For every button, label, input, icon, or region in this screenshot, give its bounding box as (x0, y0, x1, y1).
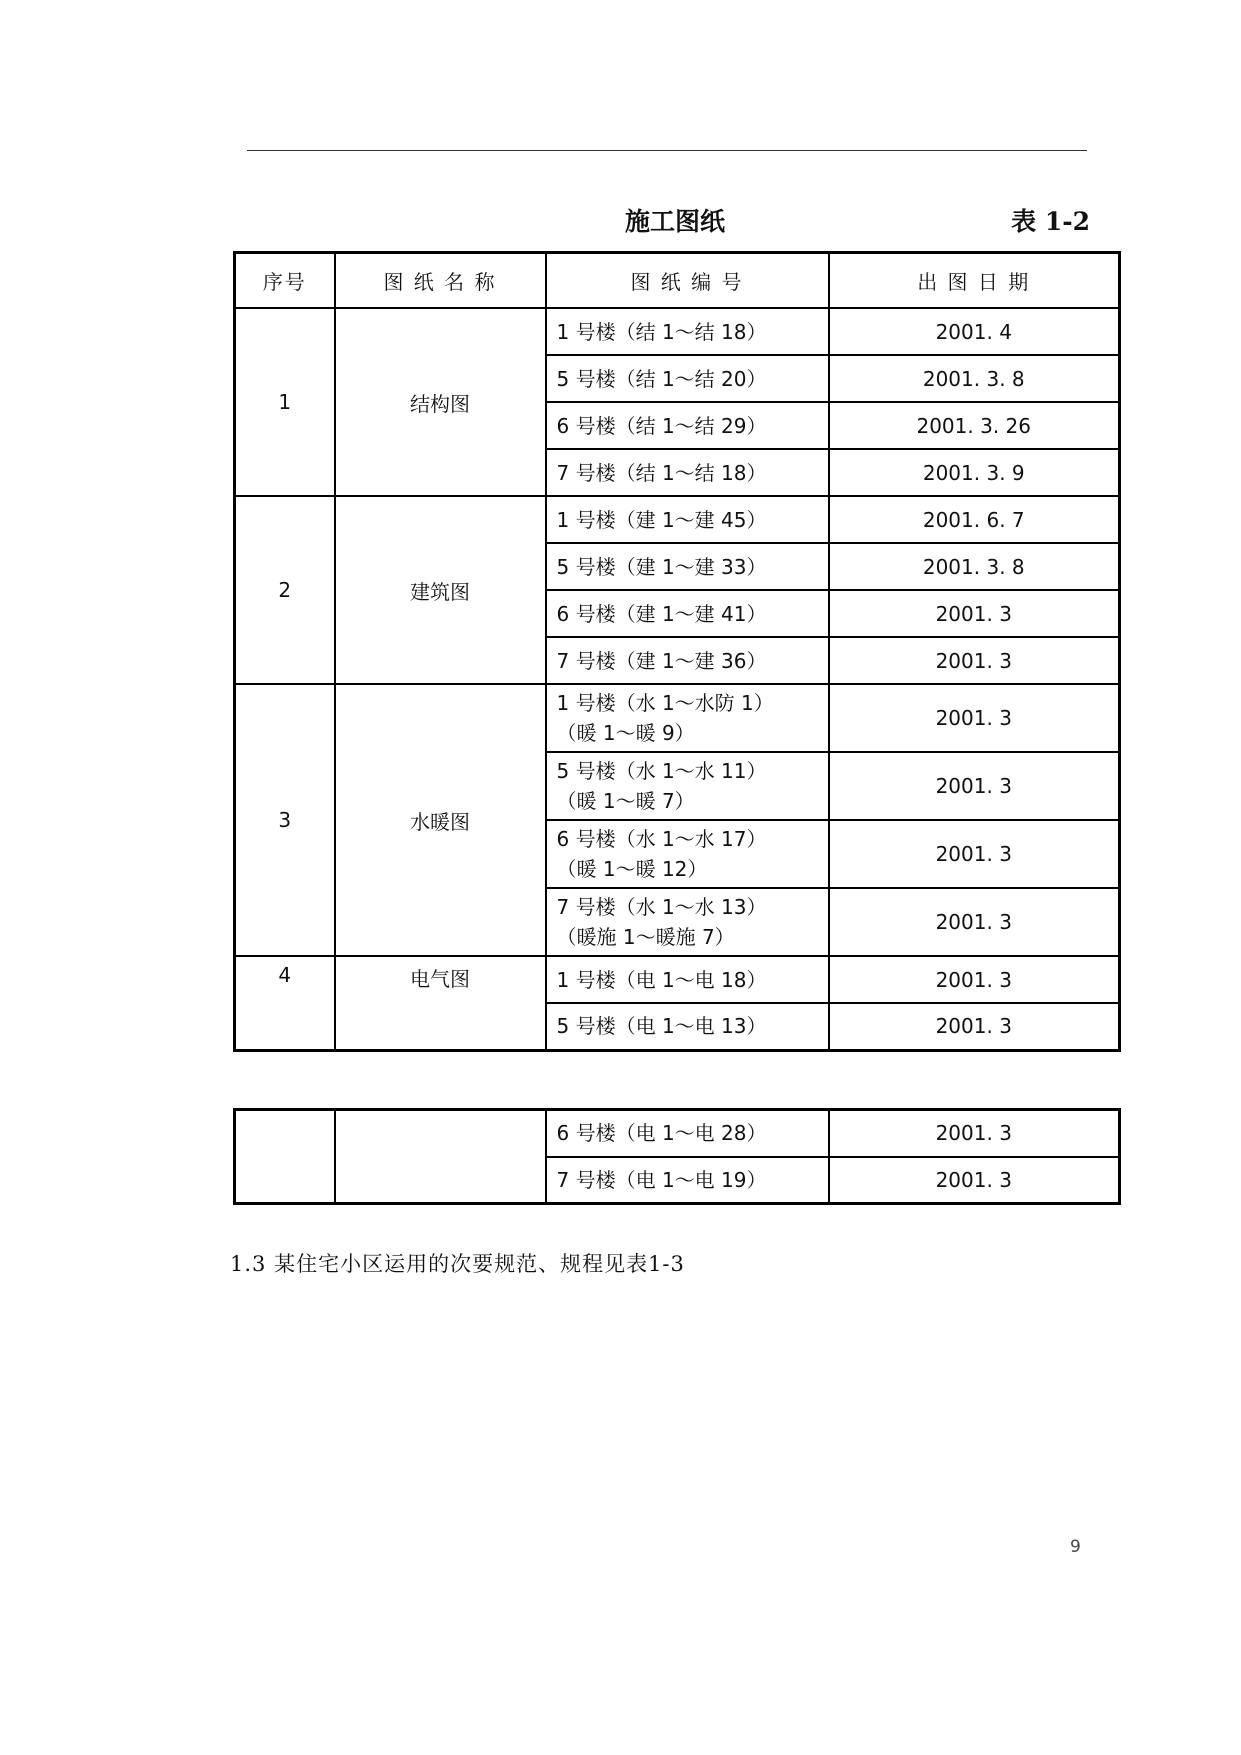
drawing-code-cell: 1 号楼（结 1～结 18） (546, 308, 829, 355)
drawing-date-cell: 2001. 3 (829, 684, 1120, 752)
drawing-code-cell (546, 684, 829, 752)
group-name-cell: 电气图 (335, 956, 546, 1050)
table-header-row (235, 253, 1120, 309)
drawing-code-cell: 6 号楼（电 1～电 28） (546, 1110, 829, 1157)
drawing-date-cell: 2001. 3. 9 (829, 449, 1120, 496)
group-number-cell (235, 1110, 335, 1204)
drawing-code-cell: 5 号楼（结 1～结 20） (546, 355, 829, 402)
header-cell-name: 图 纸 名 称 (335, 253, 546, 309)
drawing-code-cell: 5 号楼（建 1～建 33） (546, 543, 829, 590)
drawing-date-cell: 2001. 3 (829, 820, 1120, 888)
drawing-code-cell: 7 号楼（电 1～电 19） (546, 1157, 829, 1204)
drawing-date-cell: 2001. 4 (829, 308, 1120, 355)
drawing-code-cell: 6 号楼（结 1～结 29） (546, 402, 829, 449)
drawing-date-cell: 2001. 3 (829, 1110, 1120, 1157)
group-number-cell: 1 (235, 308, 335, 496)
drawing-code-cell (546, 820, 829, 888)
table-row (235, 1110, 1120, 1157)
header-cell-no: 序号 (235, 253, 335, 309)
group-number-cell: 3 (235, 684, 335, 956)
drawing-code-line: （暖 1～暖 7） (556, 789, 695, 813)
drawing-code-cell: 5 号楼（电 1～电 13） (546, 1003, 829, 1050)
drawing-code-cell (546, 752, 829, 820)
group-name-cell: 结构图 (335, 308, 546, 496)
drawing-date-cell: 2001. 3. 26 (829, 402, 1120, 449)
header-rule (247, 150, 1087, 151)
drawing-code-line: 5 号楼（水 1～水 11） (556, 759, 767, 783)
drawing-code-line: 6 号楼（水 1～水 17） (556, 827, 767, 851)
group-name-cell (335, 1110, 546, 1204)
drawing-date-cell: 2001. 3 (829, 956, 1120, 1003)
drawing-date-cell: 2001. 3 (829, 590, 1120, 637)
table-row (235, 956, 1120, 1003)
table-row (235, 496, 1120, 543)
drawing-date-cell: 2001. 3 (829, 888, 1120, 956)
group-number-cell: 2 (235, 496, 335, 684)
drawing-date-cell: 2001. 6. 7 (829, 496, 1120, 543)
drawing-code-line: 1 号楼（水 1～水防 1） (556, 691, 774, 715)
drawing-code-line: （暖施 1～暖施 7） (556, 925, 735, 949)
drawing-code-cell: 6 号楼（建 1～建 41） (546, 590, 829, 637)
drawing-date-cell: 2001. 3 (829, 752, 1120, 820)
drawing-code-cell (546, 888, 829, 956)
table-row (235, 684, 1120, 752)
drawing-code-cell: 7 号楼（建 1～建 36） (546, 637, 829, 684)
table-caption-number: 表 1-2 (1011, 207, 1090, 236)
drawings-table-continued (233, 1108, 1121, 1205)
drawings-table (233, 251, 1121, 1052)
page-number: 9 (1070, 1537, 1081, 1557)
drawing-date-cell: 2001. 3 (829, 1157, 1120, 1204)
drawing-code-cell: 1 号楼（电 1～电 18） (546, 956, 829, 1003)
table-row (235, 308, 1120, 355)
drawing-code-cell: 7 号楼（结 1～结 18） (546, 449, 829, 496)
body-paragraph: 1.3 某住宅小区运用的次要规范、规程见表1-3 (230, 1252, 685, 1276)
drawing-code-cell: 1 号楼（建 1～建 45） (546, 496, 829, 543)
header-cell-date: 出 图 日 期 (829, 253, 1120, 309)
group-name-cell: 建筑图 (335, 496, 546, 684)
table-caption-title: 施工图纸 (624, 207, 725, 236)
header-cell-code: 图 纸 编 号 (546, 253, 829, 309)
drawing-date-cell: 2001. 3. 8 (829, 355, 1120, 402)
group-number-cell: 4 (235, 956, 335, 1050)
drawing-code-line: （暖 1～暖 9） (556, 721, 695, 745)
drawing-date-cell: 2001. 3 (829, 637, 1120, 684)
group-name-cell: 水暖图 (335, 684, 546, 956)
drawing-code-line: 7 号楼（水 1～水 13） (556, 895, 767, 919)
drawing-code-line: （暖 1～暖 12） (556, 857, 708, 881)
drawing-date-cell: 2001. 3 (829, 1003, 1120, 1050)
drawing-date-cell: 2001. 3. 8 (829, 543, 1120, 590)
